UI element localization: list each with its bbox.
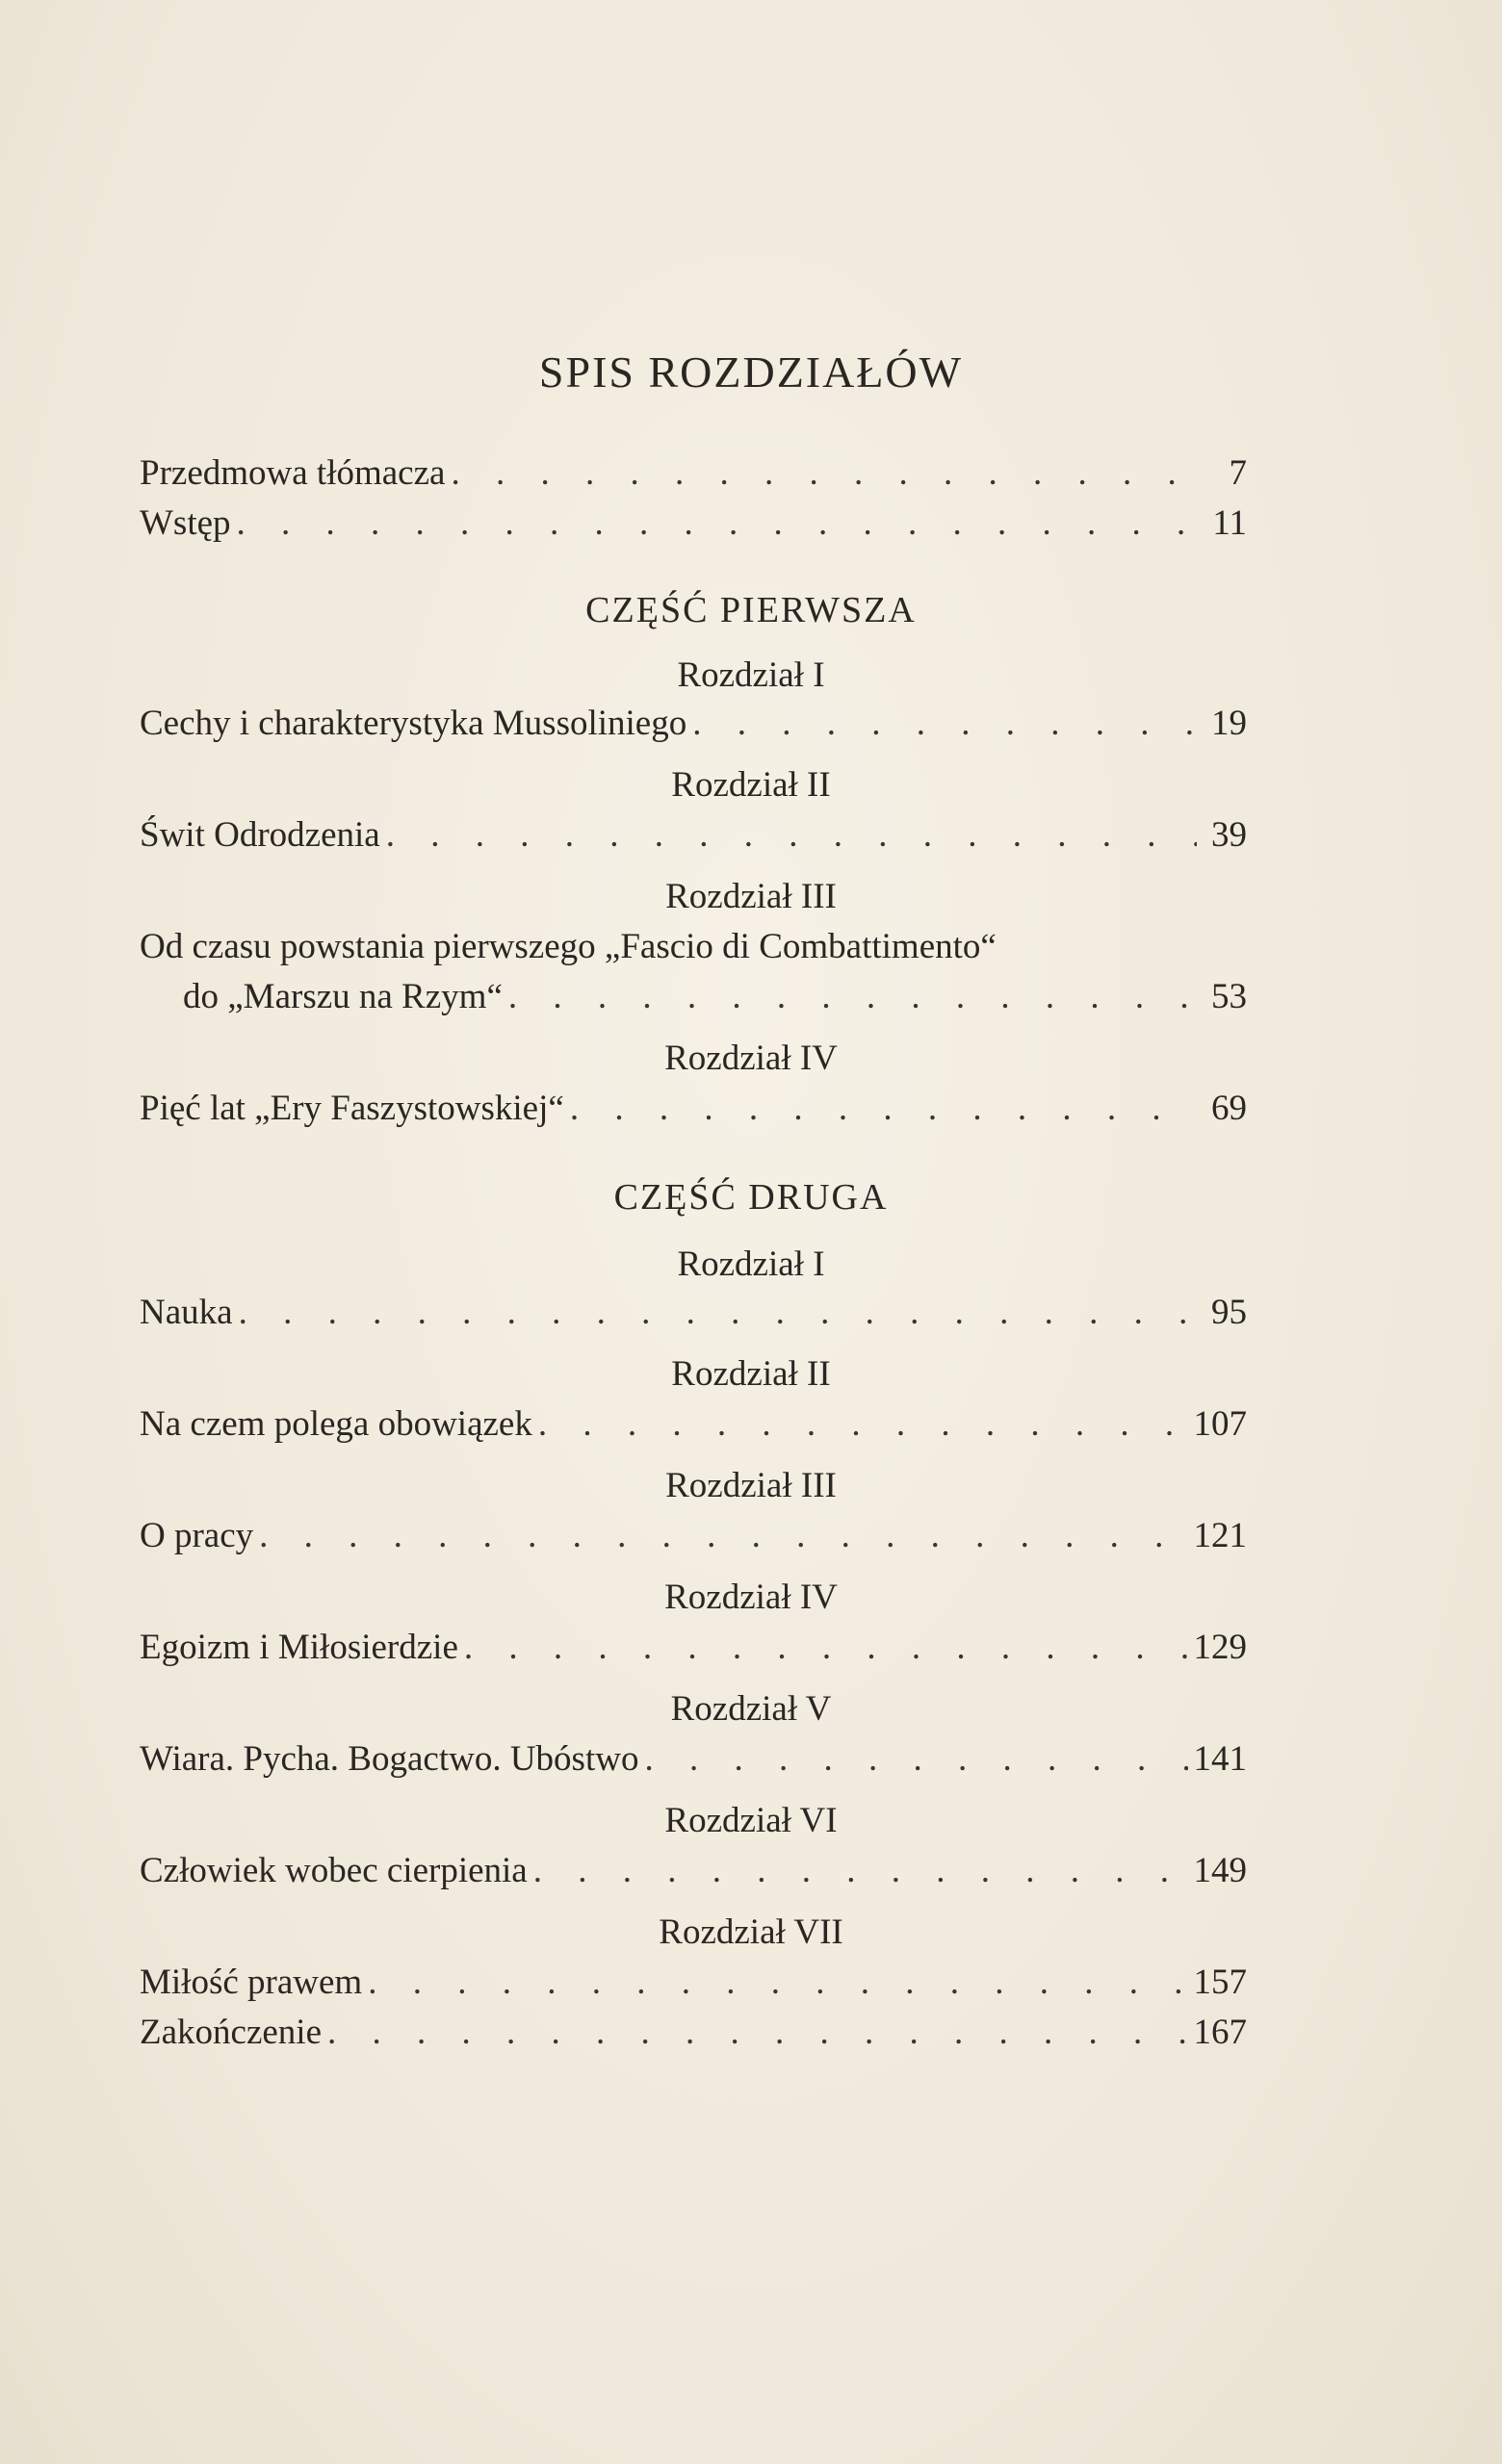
toc-entry bbox=[140, 703, 1247, 744]
toc-entry-label: Nauka bbox=[140, 1293, 233, 1332]
dot-leader bbox=[327, 2012, 1188, 2053]
dot-leader bbox=[259, 1515, 1187, 1556]
toc-entry bbox=[140, 1403, 1247, 1445]
dot-leader bbox=[237, 502, 1197, 544]
toc-entry bbox=[140, 1962, 1247, 2003]
dot-leader bbox=[533, 1850, 1188, 1891]
toc-entry-page: 141 bbox=[1193, 1739, 1247, 1779]
toc-entry bbox=[140, 2012, 1247, 2053]
dot-leader bbox=[451, 452, 1197, 494]
toc-entry-label: Cechy i charakterystyka Mussoliniego bbox=[140, 704, 687, 743]
chapter-heading: Rozdział II bbox=[671, 765, 831, 805]
chapter-heading: Rozdział IV bbox=[664, 1039, 838, 1078]
toc-entry-label: Egoizm i Miłosierdzie bbox=[140, 1628, 458, 1667]
toc-entry bbox=[140, 1850, 1247, 1891]
toc-entry-page: 11 bbox=[1212, 503, 1247, 543]
dot-leader bbox=[692, 703, 1197, 744]
page-title: SPIS ROZDZIAŁÓW bbox=[538, 347, 964, 397]
toc-entry-page: 107 bbox=[1193, 1404, 1247, 1444]
toc-entry-label: Pięć lat „Ery Faszystowskiej“ bbox=[140, 1089, 564, 1128]
toc-entry-label: Miłość prawem bbox=[140, 1963, 363, 2002]
dot-leader bbox=[538, 1403, 1188, 1445]
dot-leader bbox=[386, 814, 1197, 856]
toc-entry-page: 39 bbox=[1211, 815, 1247, 855]
toc-entry bbox=[140, 814, 1247, 856]
toc-entry-label: Na czem polega obowiązek bbox=[140, 1404, 532, 1444]
toc-entry-page: 149 bbox=[1193, 1851, 1247, 1890]
toc-entry-page: 129 bbox=[1193, 1628, 1247, 1667]
toc-entry-label: Świt Odrodzenia bbox=[140, 815, 380, 855]
toc-entry bbox=[140, 1292, 1247, 1333]
chapter-heading: Rozdział V bbox=[670, 1689, 832, 1729]
part-heading: CZĘŚĆ PIERWSZA bbox=[585, 590, 917, 630]
dot-leader bbox=[239, 1292, 1197, 1333]
toc-entry bbox=[140, 1088, 1247, 1129]
toc-entry-label: Przedmowa tłómacza bbox=[140, 453, 446, 493]
chapter-heading: Rozdział VI bbox=[664, 1801, 838, 1840]
toc-entry-label: do „Marszu na Rzym“ bbox=[183, 977, 503, 1016]
toc-entry-label: Wstęp bbox=[140, 503, 231, 543]
toc-entry-page: 95 bbox=[1211, 1293, 1247, 1332]
dot-leader bbox=[464, 1627, 1188, 1668]
toc-entry-page: 167 bbox=[1193, 2013, 1247, 2052]
toc-entry-page: 7 bbox=[1229, 453, 1247, 493]
chapter-heading: Rozdział I bbox=[677, 655, 825, 695]
dot-leader bbox=[570, 1088, 1197, 1129]
toc-entry-page: 19 bbox=[1211, 704, 1247, 743]
toc-entry-label: Zakończenie bbox=[140, 2013, 322, 2052]
toc-entry bbox=[140, 502, 1247, 544]
part-heading: CZĘŚĆ DRUGA bbox=[613, 1177, 889, 1218]
chapter-heading: Rozdział VII bbox=[659, 1912, 843, 1952]
chapter-heading: Rozdział IV bbox=[664, 1578, 838, 1617]
toc-entry bbox=[183, 976, 1247, 1017]
chapter-heading: Rozdział II bbox=[671, 1354, 831, 1394]
toc-entry bbox=[140, 1738, 1247, 1780]
dot-leader bbox=[368, 1962, 1187, 2003]
toc-entry-page: 69 bbox=[1211, 1089, 1247, 1128]
dot-leader bbox=[508, 976, 1197, 1017]
toc-entry-page: 157 bbox=[1193, 1963, 1247, 2002]
chapter-heading: Rozdział III bbox=[665, 1466, 837, 1505]
toc-entry-label: Wiara. Pycha. Bogactwo. Ubóstwo bbox=[140, 1739, 639, 1779]
toc-entry-label: Człowiek wobec cierpienia bbox=[140, 1851, 528, 1890]
toc-entry bbox=[140, 1515, 1247, 1556]
dot-leader bbox=[644, 1738, 1187, 1780]
toc-entry bbox=[140, 452, 1247, 494]
toc-entry-page: 53 bbox=[1211, 977, 1247, 1016]
toc-entry-label: O pracy bbox=[140, 1516, 254, 1555]
chapter-heading: Rozdział I bbox=[677, 1245, 825, 1284]
toc-entry-page: 121 bbox=[1193, 1516, 1247, 1555]
chapter-heading: Rozdział III bbox=[665, 877, 837, 916]
toc-entry-label-line1: Od czasu powstania pierwszego „Fascio di Combattimento“ bbox=[140, 927, 997, 966]
toc-entry bbox=[140, 1627, 1247, 1668]
